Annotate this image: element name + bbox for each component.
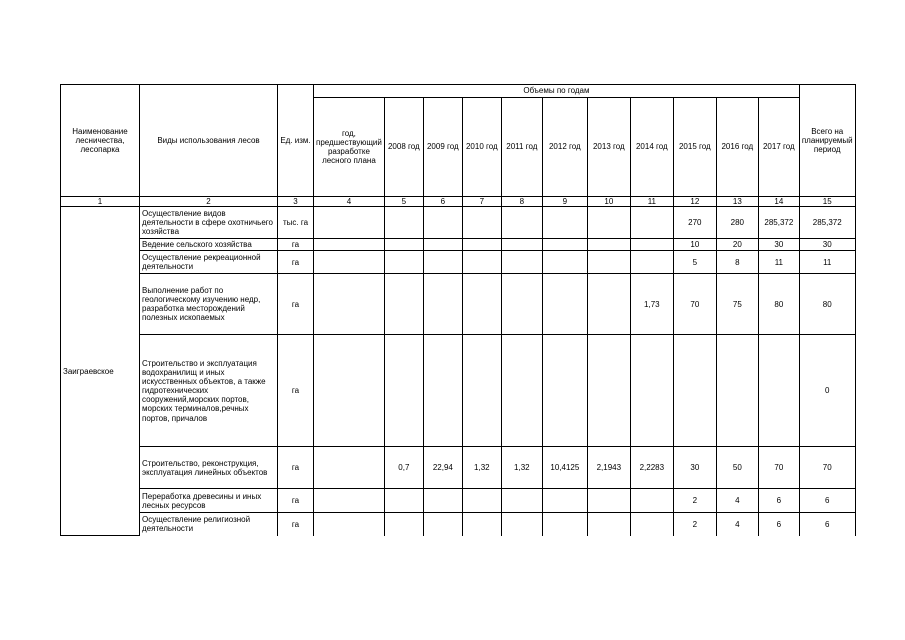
year-value-cell: 285,372 — [758, 207, 799, 239]
year-value-cell: 50 — [716, 447, 758, 489]
unit-cell: га — [278, 239, 314, 251]
year-value-cell — [462, 239, 501, 251]
header-year: 2011 год — [501, 98, 542, 197]
forest-use-table-page — [60, 84, 856, 536]
year-value-cell — [587, 489, 630, 513]
header-total: Всего на планируемый период — [799, 85, 855, 197]
year-value-cell: 270 — [673, 207, 716, 239]
total-cell: 11 — [799, 251, 855, 274]
prev-year-cell — [314, 207, 385, 239]
header-use-type: Виды использования лесов — [140, 85, 278, 197]
header-year: 2014 год — [630, 98, 673, 197]
year-value-cell — [384, 207, 423, 239]
table-row — [61, 447, 856, 489]
use-type-cell: Строительство, реконструкция, эксплуатация линейных объектов — [140, 447, 278, 489]
year-value-cell — [501, 207, 542, 239]
unit-cell: га — [278, 274, 314, 335]
year-value-cell: 10 — [673, 239, 716, 251]
table-row — [61, 207, 856, 239]
year-value-cell — [630, 251, 673, 274]
year-value-cell — [587, 513, 630, 536]
year-value-cell: 70 — [758, 447, 799, 489]
year-value-cell — [587, 207, 630, 239]
use-type-cell: Осуществление рекреационной деятельности — [140, 251, 278, 274]
year-value-cell — [630, 513, 673, 536]
total-cell: 70 — [799, 447, 855, 489]
year-value-cell — [758, 335, 799, 447]
year-value-cell: 2,2283 — [630, 447, 673, 489]
year-value-cell: 4 — [716, 489, 758, 513]
year-value-cell: 1,73 — [630, 274, 673, 335]
year-value-cell — [384, 251, 423, 274]
year-value-cell: 6 — [758, 513, 799, 536]
year-value-cell — [462, 251, 501, 274]
year-value-cell: 22,94 — [423, 447, 462, 489]
year-value-cell — [384, 513, 423, 536]
year-value-cell — [423, 513, 462, 536]
header-forestry-name: Наименование лесничества, лесопарка — [61, 85, 140, 197]
year-value-cell — [587, 274, 630, 335]
year-value-cell: 11 — [758, 251, 799, 274]
column-number: 10 — [587, 197, 630, 207]
prev-year-cell — [314, 489, 385, 513]
year-value-cell — [542, 251, 587, 274]
prev-year-cell — [314, 274, 385, 335]
column-number: 3 — [278, 197, 314, 207]
year-value-cell: 4 — [716, 513, 758, 536]
year-value-cell — [462, 335, 501, 447]
year-value-cell — [630, 489, 673, 513]
year-value-cell — [542, 513, 587, 536]
header-unit: Ед. изм. — [278, 85, 314, 197]
unit-cell: га — [278, 489, 314, 513]
year-value-cell: 2 — [673, 489, 716, 513]
year-value-cell: 70 — [673, 274, 716, 335]
forestry-name-cell: Заиграевское — [61, 207, 140, 536]
use-type-cell: Осуществление видов деятельности в сфере охотничьего хозяйства — [140, 207, 278, 239]
year-value-cell: 2,1943 — [587, 447, 630, 489]
column-number: 9 — [542, 197, 587, 207]
year-value-cell — [501, 251, 542, 274]
prev-year-cell — [314, 335, 385, 447]
prev-year-cell — [314, 447, 385, 489]
year-value-cell — [384, 489, 423, 513]
year-value-cell — [462, 207, 501, 239]
year-value-cell — [630, 239, 673, 251]
year-value-cell: 6 — [758, 489, 799, 513]
forest-use-volumes-table — [60, 84, 856, 536]
table-row — [61, 274, 856, 335]
use-type-cell: Переработка древесины и иных лесных ресурсов — [140, 489, 278, 513]
column-number: 6 — [423, 197, 462, 207]
column-number: 7 — [462, 197, 501, 207]
header-year: 2008 год — [384, 98, 423, 197]
year-value-cell: 1,32 — [501, 447, 542, 489]
year-value-cell — [423, 274, 462, 335]
header-year: 2012 год — [542, 98, 587, 197]
table-row — [61, 239, 856, 251]
year-value-cell: 0,7 — [384, 447, 423, 489]
year-value-cell — [423, 207, 462, 239]
year-value-cell — [542, 489, 587, 513]
year-value-cell — [587, 335, 630, 447]
prev-year-cell — [314, 251, 385, 274]
column-number: 5 — [384, 197, 423, 207]
year-value-cell — [630, 335, 673, 447]
year-value-cell — [542, 207, 587, 239]
total-cell: 6 — [799, 513, 855, 536]
year-value-cell: 80 — [758, 274, 799, 335]
year-value-cell — [673, 335, 716, 447]
year-value-cell — [462, 513, 501, 536]
column-number: 8 — [501, 197, 542, 207]
prev-year-cell — [314, 239, 385, 251]
year-value-cell — [384, 239, 423, 251]
header-year: 2017 год — [758, 98, 799, 197]
use-type-cell: Ведение сельского хозяйства — [140, 239, 278, 251]
year-value-cell — [630, 207, 673, 239]
header-prev-year: год, предшествующий разработке лесного плана — [314, 98, 385, 197]
column-number: 13 — [716, 197, 758, 207]
column-numbers-row — [61, 197, 856, 207]
prev-year-cell — [314, 513, 385, 536]
year-value-cell — [501, 239, 542, 251]
year-value-cell: 1,32 — [462, 447, 501, 489]
table-row — [61, 251, 856, 274]
year-value-cell — [501, 513, 542, 536]
year-value-cell — [423, 489, 462, 513]
year-value-cell: 75 — [716, 274, 758, 335]
unit-cell: га — [278, 513, 314, 536]
year-value-cell: 30 — [758, 239, 799, 251]
year-value-cell: 5 — [673, 251, 716, 274]
year-value-cell — [423, 335, 462, 447]
year-value-cell — [384, 274, 423, 335]
column-number: 4 — [314, 197, 385, 207]
header-year: 2015 год — [673, 98, 716, 197]
header-volumes-by-year: Объемы по годам — [314, 85, 800, 98]
year-value-cell — [423, 251, 462, 274]
unit-cell: га — [278, 251, 314, 274]
unit-cell: тыс. га — [278, 207, 314, 239]
year-value-cell: 20 — [716, 239, 758, 251]
year-value-cell — [462, 489, 501, 513]
year-value-cell — [587, 239, 630, 251]
year-value-cell — [501, 335, 542, 447]
year-value-cell — [501, 489, 542, 513]
unit-cell: га — [278, 335, 314, 447]
total-cell: 6 — [799, 489, 855, 513]
year-value-cell — [542, 274, 587, 335]
total-cell: 0 — [799, 335, 855, 447]
total-cell: 285,372 — [799, 207, 855, 239]
year-value-cell: 280 — [716, 207, 758, 239]
year-value-cell — [587, 251, 630, 274]
column-number: 11 — [630, 197, 673, 207]
total-cell: 80 — [799, 274, 855, 335]
unit-cell: га — [278, 447, 314, 489]
year-value-cell — [716, 335, 758, 447]
year-value-cell: 30 — [673, 447, 716, 489]
year-value-cell — [384, 335, 423, 447]
header-year: 2013 год — [587, 98, 630, 197]
header-year: 2016 год — [716, 98, 758, 197]
year-value-cell — [501, 274, 542, 335]
use-type-cell: Осуществление религиозной деятельности — [140, 513, 278, 536]
column-number: 1 — [61, 197, 140, 207]
column-number: 2 — [140, 197, 278, 207]
use-type-cell: Строительство и эксплуатация водохранилищ и иных искусственных объектов, а также гидротехнических сооружений,морских портов, морских терминалов,речных портов, причалов — [140, 335, 278, 447]
use-type-cell: Выполнение работ по геологическому изучению недр, разработка месторождений полезных ископаемых — [140, 274, 278, 335]
header-year: 2010 год — [462, 98, 501, 197]
year-value-cell — [542, 335, 587, 447]
column-number: 15 — [799, 197, 855, 207]
column-number: 12 — [673, 197, 716, 207]
year-value-cell — [462, 274, 501, 335]
table-row — [61, 513, 856, 536]
year-value-cell: 8 — [716, 251, 758, 274]
year-value-cell: 10,4125 — [542, 447, 587, 489]
year-value-cell: 2 — [673, 513, 716, 536]
table-row — [61, 489, 856, 513]
table-row — [61, 335, 856, 447]
column-number: 14 — [758, 197, 799, 207]
header-year: 2009 год — [423, 98, 462, 197]
total-cell: 30 — [799, 239, 855, 251]
year-value-cell — [423, 239, 462, 251]
year-value-cell — [542, 239, 587, 251]
